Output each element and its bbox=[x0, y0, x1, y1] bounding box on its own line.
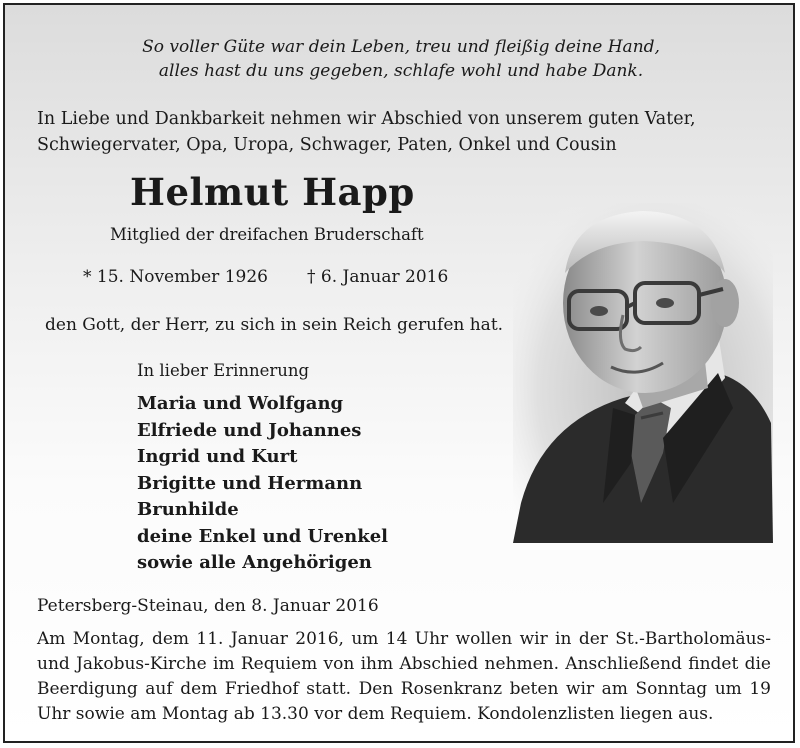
verse-line-2: alles hast du uns gegeben, schlafe wohl und habe Dank. bbox=[158, 61, 644, 81]
place-date: Petersberg-Steinau, den 8. Januar 2016 bbox=[37, 596, 379, 616]
mourner-item: Brigitte und Hermann bbox=[137, 472, 363, 494]
mourner-item: sowie alle Angehörigen bbox=[137, 552, 372, 573]
verse-line-1: So voller Güte war dein Leben, treu und fleißig deine Hand, bbox=[142, 37, 660, 57]
memory-label: In lieber Erinnerung bbox=[137, 361, 310, 380]
funeral-service-info: Am Montag, dem 11. Januar 2016, um 14 Uhr wollen wir in der St.-Bartholomäus-und Jakobus-Kirche im Requiem von ihm Abschied nehmen. Anschließend findet die Beerdigung auf dem Friedhof statt. Den Rosenkranz beten wir am Sonntag um 19 Uhr sowie am Montag ab 13.30 vor dem Requiem. Kondolenzlisten liegen aus. bbox=[37, 629, 771, 724]
portrait-photo bbox=[513, 203, 773, 543]
memorial-verse bbox=[5, 35, 797, 83]
mourner-item: Brunhilde bbox=[137, 499, 239, 520]
deceased-name: Helmut Happ bbox=[130, 170, 415, 214]
membership-text: Mitglied der dreifachen Bruderschaft bbox=[110, 225, 424, 244]
mourners-list bbox=[137, 391, 388, 577]
birth-date: * 15. November 1926 bbox=[83, 267, 268, 287]
intro-line-2: Schwiegervater, Opa, Uropa, Schwager, Paten, Onkel und Cousin bbox=[37, 135, 617, 155]
intro-text bbox=[37, 106, 777, 158]
called-home-text: den Gott, der Herr, zu sich in sein Reich gerufen hat. bbox=[45, 315, 504, 335]
mourner-item: deine Enkel und Urenkel bbox=[137, 525, 389, 547]
obituary-notice bbox=[3, 3, 795, 743]
mourner-item: Maria und Wolfgang bbox=[137, 393, 344, 414]
mourner-item: Elfriede und Johannes bbox=[137, 419, 362, 441]
mourner-item: Ingrid und Kurt bbox=[137, 446, 298, 467]
death-date: † 6. Januar 2016 bbox=[307, 267, 449, 287]
intro-line-1: In Liebe und Dankbarkeit nehmen wir Abschied von unserem guten Vater, bbox=[37, 109, 696, 129]
